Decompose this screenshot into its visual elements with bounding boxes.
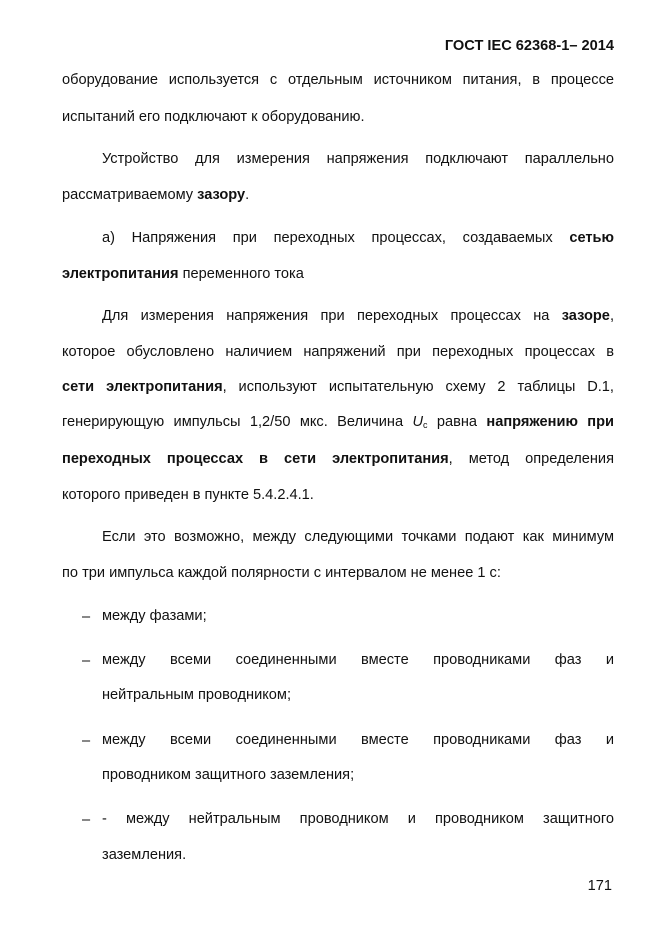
document-header: ГОСТ IEC 62368-1– 2014 — [444, 38, 614, 54]
para4-line2: которое обусловлено наличием напряжений при переходных процессах в — [62, 344, 614, 360]
para3-line1: а) Напряжения при переходных процессах, создаваемых сетью — [102, 230, 614, 246]
list-item-3-line1: между всеми соединенными вместе проводниками фаз и — [102, 732, 614, 748]
list-item-2-line1: между всеми соединенными вместе проводниками фаз и — [102, 652, 614, 668]
list-item-4-line1: - между нейтральным проводником и проводником защитного — [102, 811, 614, 827]
list-dash: – — [82, 653, 91, 669]
term-transient-mains: переходных процессах в сети электропитания — [62, 451, 449, 467]
list-item-4-line2: заземления. — [102, 847, 187, 863]
para4-line4: генерирующую импульсы 1,2/50 мкс. Величина $U_c$ равна напряжению при — [62, 414, 614, 430]
para2-line1: Устройство для измерения напряжения подключают параллельно — [102, 151, 614, 167]
para3-line2: электропитания переменного тока — [62, 266, 304, 282]
variable-u: U — [412, 414, 424, 430]
para5-line2: по три импульса каждой полярности с интервалом не менее 1 с: — [62, 565, 501, 581]
para1-line2: испытаний его подключают к оборудованию. — [62, 109, 365, 125]
para4-line6: которого приведен в пункте 5.4.2.4.1. — [62, 487, 314, 503]
list-dash: – — [82, 609, 91, 625]
para4-line5: переходных процессах в сети электропитания, метод определения — [62, 451, 614, 467]
term-gap: зазору — [197, 187, 246, 203]
para4-line1: Для измерения напряжения при переходных процессах на зазоре, — [102, 308, 614, 324]
term-gap-2: зазоре — [561, 308, 610, 324]
para1-line1: оборудование используется с отдельным источником питания, в процессе — [62, 72, 614, 88]
list-dash: – — [82, 812, 91, 828]
para5-line1: Если это возможно, между следующими точками подают как минимум — [102, 529, 614, 545]
list-item-1: между фазами; — [102, 608, 207, 624]
page-number: 171 — [587, 878, 612, 894]
para4-line3: сети электропитания, используют испытательную схему 2 таблицы D.1, — [62, 379, 614, 395]
term-mains: сети электропитания — [62, 379, 223, 395]
term-power-supply: электропитания — [62, 266, 179, 282]
list-item-2-line2: нейтральным проводником; — [102, 687, 291, 703]
term-network: сетью — [569, 230, 614, 246]
para2-line2: рассматриваемому зазору. — [62, 187, 250, 203]
list-dash: – — [82, 733, 91, 749]
list-item-3-line2: проводником защитного заземления; — [102, 767, 355, 783]
variable-subscript: c — [423, 420, 428, 430]
term-transient-voltage: напряжению при — [486, 414, 614, 430]
